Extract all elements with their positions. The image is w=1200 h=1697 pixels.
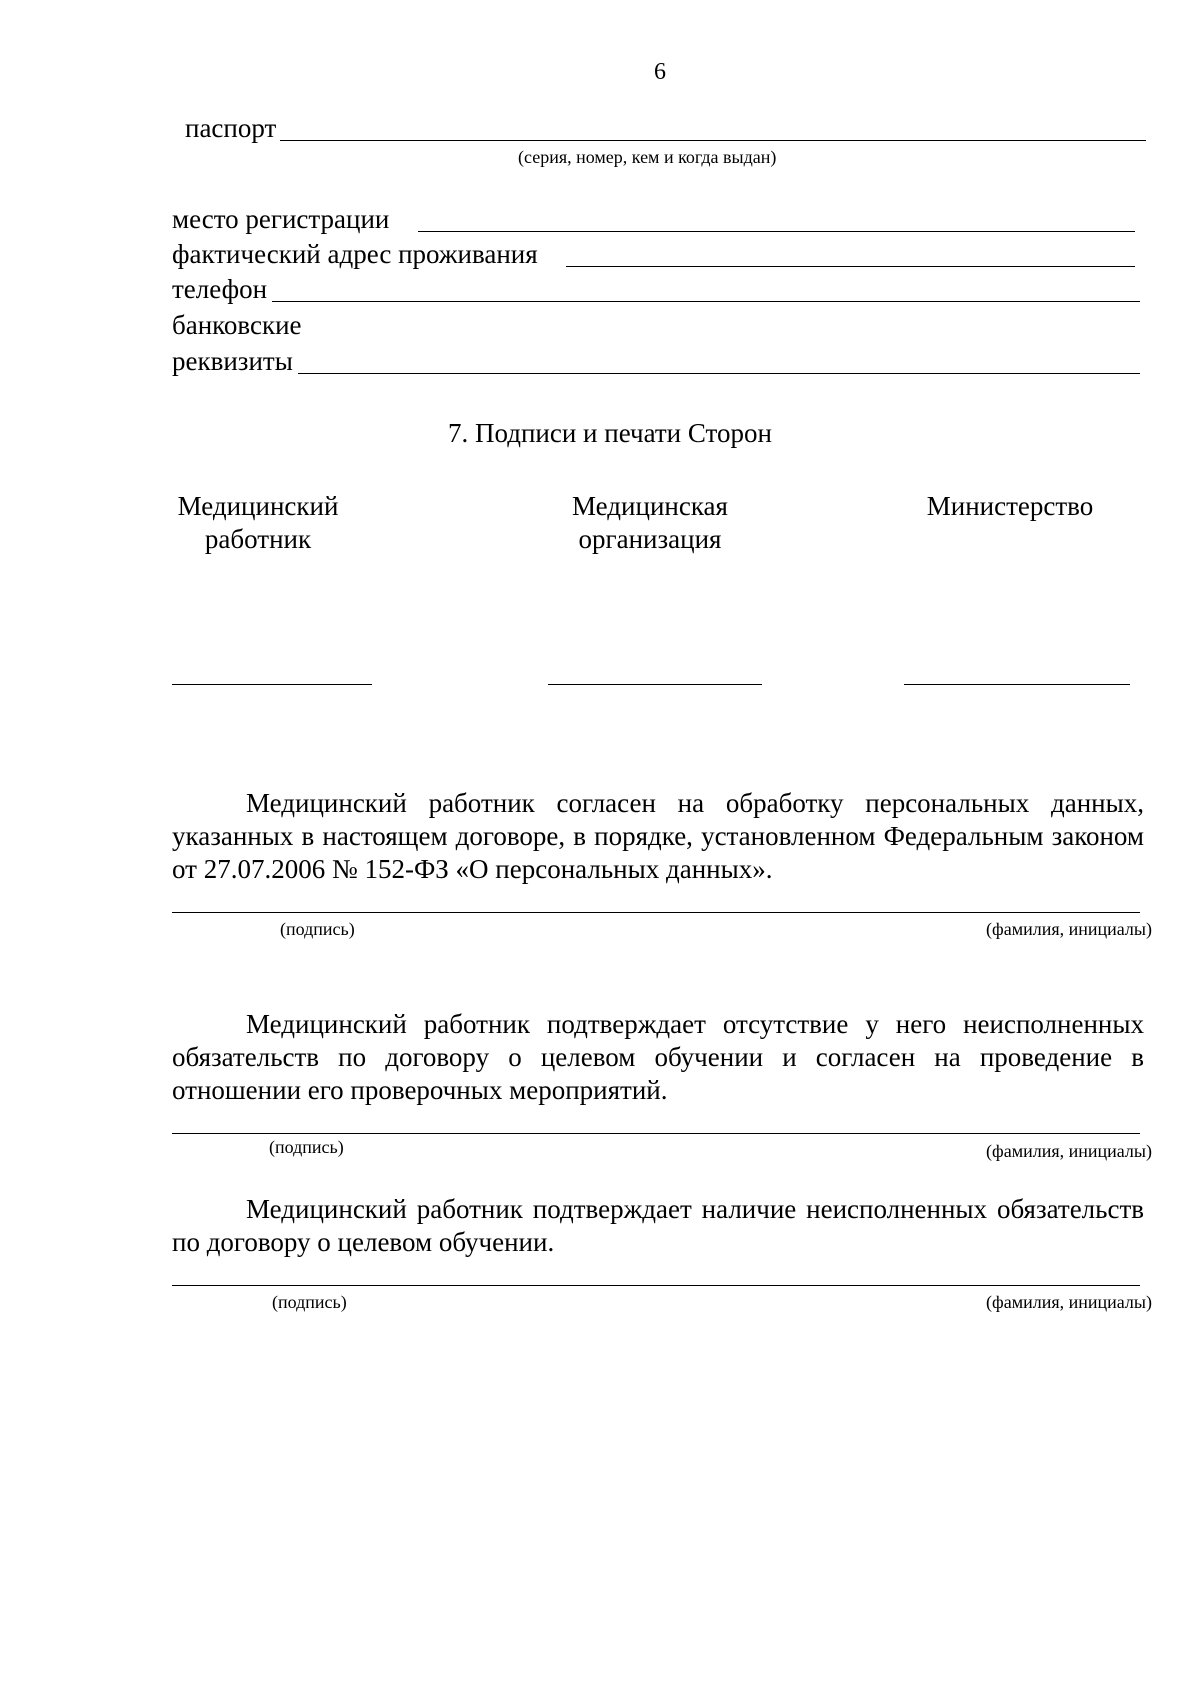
statement-consent-body: Медицинский работник согласен на обработку персональных данных, указанных в настоящем договоре, в порядке, установленном Федеральным законом от 27.07.2006 № 152-ФЗ «О персональных данных». (172, 788, 1144, 884)
statement-no-debts-body: Медицинский работник подтверждает отсутствие у него неисполненных обязательств по договору о целевом обучении и согласен на проведение в отношении его проверочных мероприятий. (172, 1009, 1144, 1105)
statement-no-debts-signature-hint: (подпись) (269, 1137, 344, 1157)
statement-has-debts-name-hint: (фамилия, инициалы) (986, 1292, 1152, 1312)
bank-label-line2: реквизиты (172, 346, 293, 376)
party-ministry-line1: Министерство (926, 491, 1094, 521)
passport-label: паспорт (185, 113, 277, 143)
phone-label: телефон (172, 274, 268, 304)
statement-has-debts-text (172, 1193, 1144, 1259)
bank-input-line[interactable] (298, 373, 1140, 374)
passport-hint: (серия, номер, кем и когда выдан) (518, 147, 777, 167)
statement-no-debts-text (172, 1008, 1144, 1107)
signature-line-ministry[interactable] (904, 684, 1130, 685)
bank-label-line1: банковские (172, 310, 302, 340)
party-medical-organization-line1: Медицинская (572, 491, 728, 521)
signature-line-medical-worker[interactable] (172, 684, 372, 685)
party-ministry (910, 490, 1110, 523)
page-number: 6 (654, 59, 666, 85)
statement-has-debts-body: Медицинский работник подтверждает наличие неисполненных обязательств по договору о целевом обучении. (172, 1194, 1144, 1257)
statement-has-debts-signature-line[interactable] (172, 1285, 1140, 1286)
statement-no-debts-signature-line[interactable] (172, 1133, 1140, 1134)
statement-consent-signature-hint: (подпись) (280, 919, 355, 939)
passport-input-line[interactable] (280, 140, 1146, 141)
statement-consent-signature-line[interactable] (172, 912, 1140, 913)
party-medical-worker-line2: работник (204, 524, 312, 554)
phone-input-line[interactable] (272, 301, 1140, 302)
actual-address-label: фактический адрес проживания (172, 239, 538, 269)
statement-consent-name-hint: (фамилия, инициалы) (986, 919, 1152, 939)
section-title: 7. Подписи и печати Сторон (448, 418, 772, 448)
signature-line-medical-organization[interactable] (548, 684, 762, 685)
party-medical-organization (540, 490, 760, 556)
party-medical-organization-line2: организация (578, 524, 722, 554)
statement-consent-text (172, 787, 1144, 886)
registration-label: место регистрации (172, 204, 390, 234)
registration-input-line[interactable] (418, 231, 1135, 232)
party-medical-worker-line1: Медицинский (177, 491, 339, 521)
statement-no-debts-name-hint: (фамилия, инициалы) (986, 1141, 1152, 1161)
party-medical-worker (148, 490, 368, 556)
statement-has-debts-signature-hint: (подпись) (272, 1292, 347, 1312)
actual-address-input-line[interactable] (566, 266, 1135, 267)
